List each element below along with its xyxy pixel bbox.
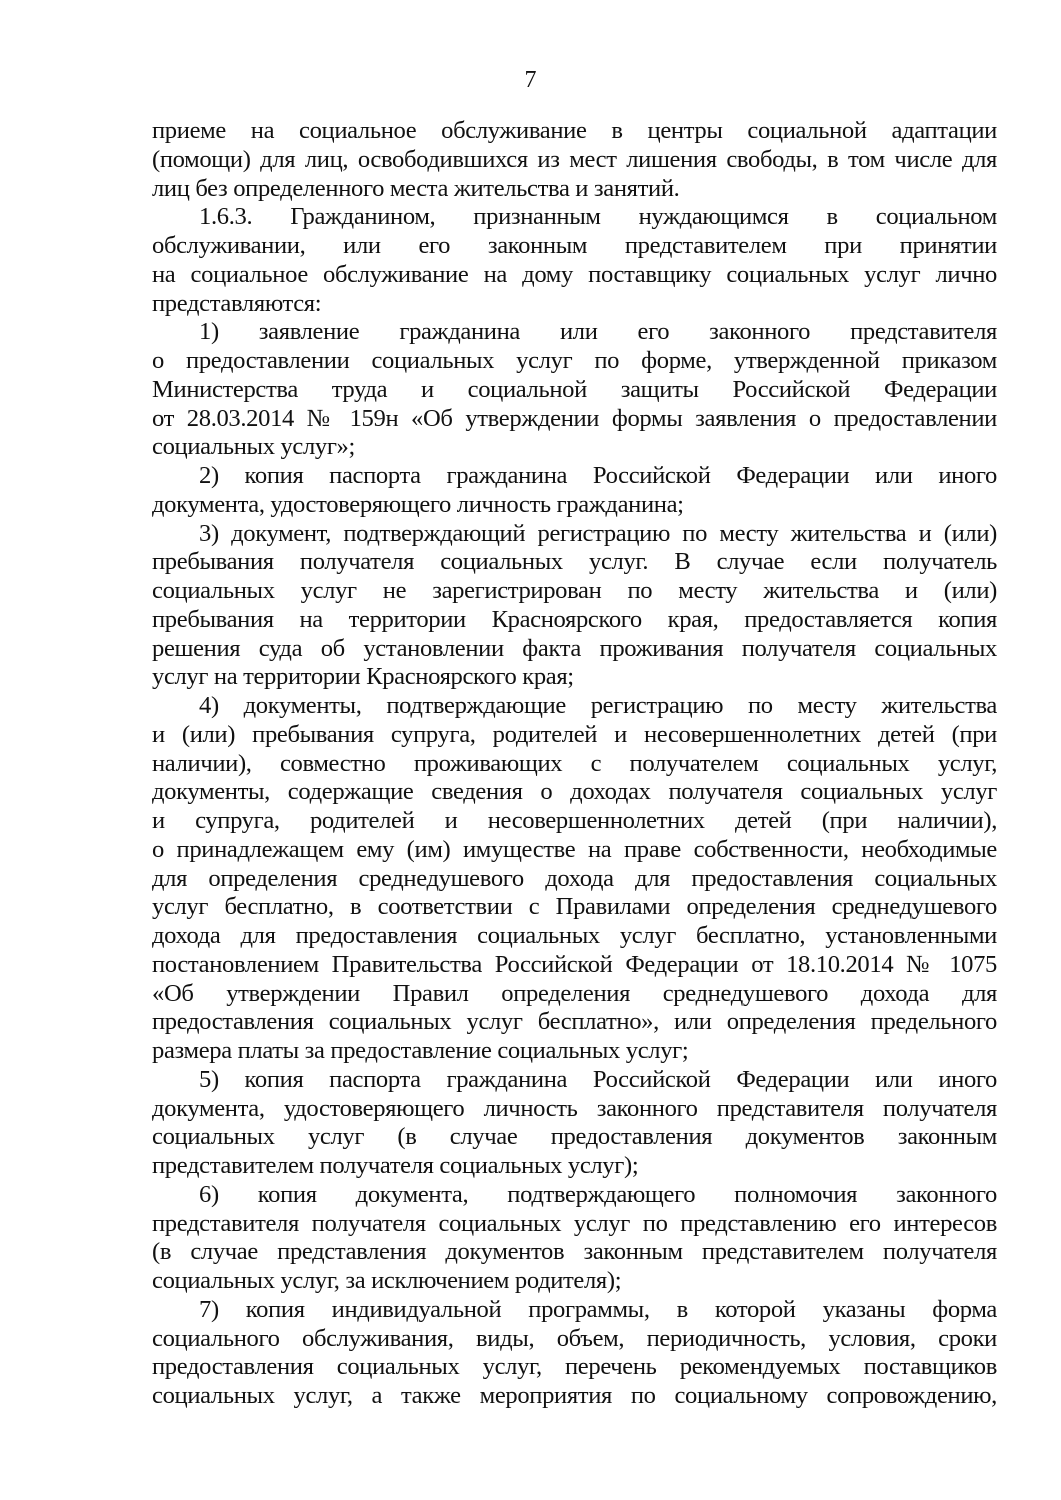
- text-line: 4) документы, подтверждающие регистрацию по месту жительства: [199, 692, 997, 719]
- text-line: социальных услуг, за исключением родителя);: [152, 1267, 622, 1294]
- text-line: размера платы за предоставление социальных услуг;: [152, 1037, 689, 1064]
- text-line: документа, удостоверяющего личность гражданина;: [152, 490, 684, 518]
- text-line: 3) документ, подтверждающий регистрацию по месту жительства и (или): [199, 519, 997, 547]
- text-line: о предоставлении социальных услуг по форме, утвержденной приказом: [152, 347, 997, 374]
- text-line: (в случае представления документов законным представителем получателя: [152, 1238, 997, 1266]
- text-line: услуг бесплатно, в соответствии с Правилами определения среднедушевого: [152, 893, 997, 921]
- text-line: и (или) пребывания супруга, родителей и несовершеннолетних детей (при: [152, 720, 997, 748]
- text-line: социальных услуг, а также мероприятия по социальному сопровождению,: [152, 1382, 997, 1409]
- text-line: социальных услуг не зарегистрирован по месту жительства и (или): [152, 577, 997, 604]
- text-line: социального обслуживания, виды, объем, периодичность, условия, сроки: [152, 1324, 997, 1352]
- text-line: представителя получателя социальных услуг по представлению его интересов: [152, 1209, 997, 1237]
- text-line: социальных услуг»;: [152, 433, 355, 461]
- text-line: предоставления социальных услуг бесплатно», или определения предельного: [152, 1008, 997, 1036]
- text-line: 6) копия документа, подтверждающего полномочия законного: [199, 1180, 997, 1208]
- text-line: 2) копия паспорта гражданина Российской Федерации или иного: [199, 462, 997, 489]
- text-line: обслуживании, или его законным представителем при принятии: [152, 232, 997, 259]
- text-line: дохода для предоставления социальных услуг бесплатно, установленными: [152, 922, 997, 949]
- text-line: социальных услуг (в случае предоставления документов законным: [152, 1123, 997, 1151]
- document-body: [152, 117, 997, 1411]
- text-line: 5) копия паспорта гражданина Российской Федерации или иного: [199, 1065, 997, 1093]
- text-line: постановлением Правительства Российской Федерации от 18.10.2014 № 1075: [152, 950, 997, 978]
- text-line: пребывания на территории Красноярского края, предоставляется копия: [152, 605, 997, 633]
- text-line: для определения среднедушевого дохода для предоставления социальных: [152, 864, 997, 892]
- text-line: наличии), совместно проживающих с получателем социальных услуг,: [152, 749, 997, 777]
- text-line: (помощи) для лиц, освободившихся из мест лишения свободы, в том числе для: [152, 145, 997, 173]
- text-line: Министерства труда и социальной защиты Российской Федерации: [152, 375, 997, 403]
- text-line: и супруга, родителей и несовершеннолетних детей (при наличии),: [152, 807, 997, 834]
- text-line: 1) заявление гражданина или его законного представителя: [199, 318, 997, 346]
- text-line: пребывания получателя социальных услуг. В случае если получатель: [152, 548, 997, 576]
- text-line: о принадлежащем ему (им) имуществе на праве собственности, необходимые: [152, 835, 997, 863]
- text-line: «Об утверждении Правил определения среднедушевого дохода для: [152, 979, 997, 1007]
- text-line: от 28.03.2014 № 159н «Об утверждении формы заявления о предоставлении: [152, 404, 997, 432]
- text-line: 1.6.3. Гражданином, признанным нуждающимся в социальном: [199, 203, 997, 231]
- page-number: 7: [524, 67, 537, 93]
- text-line: документа, удостоверяющего личность законного представителя получателя: [152, 1094, 997, 1122]
- text-line: лиц без определенного места жительства и занятий.: [152, 174, 680, 202]
- text-line: на социальное обслуживание на дому поставщику социальных услуг лично: [152, 260, 997, 288]
- text-line: представителем получателя социальных услуг);: [152, 1152, 639, 1179]
- text-line: представляются:: [152, 289, 322, 317]
- text-line: документы, содержащие сведения о доходах получателя социальных услуг: [152, 778, 997, 806]
- text-line: приеме на социальное обслуживание в центры социальной адаптации: [152, 117, 997, 144]
- text-line: 7) копия индивидуальной программы, в которой указаны форма: [199, 1295, 997, 1323]
- text-line: услуг на территории Красноярского края;: [152, 663, 574, 691]
- text-line: предоставления социальных услуг, перечень рекомендуемых поставщиков: [152, 1353, 997, 1381]
- text-line: решения суда об установлении факта проживания получателя социальных: [152, 634, 997, 662]
